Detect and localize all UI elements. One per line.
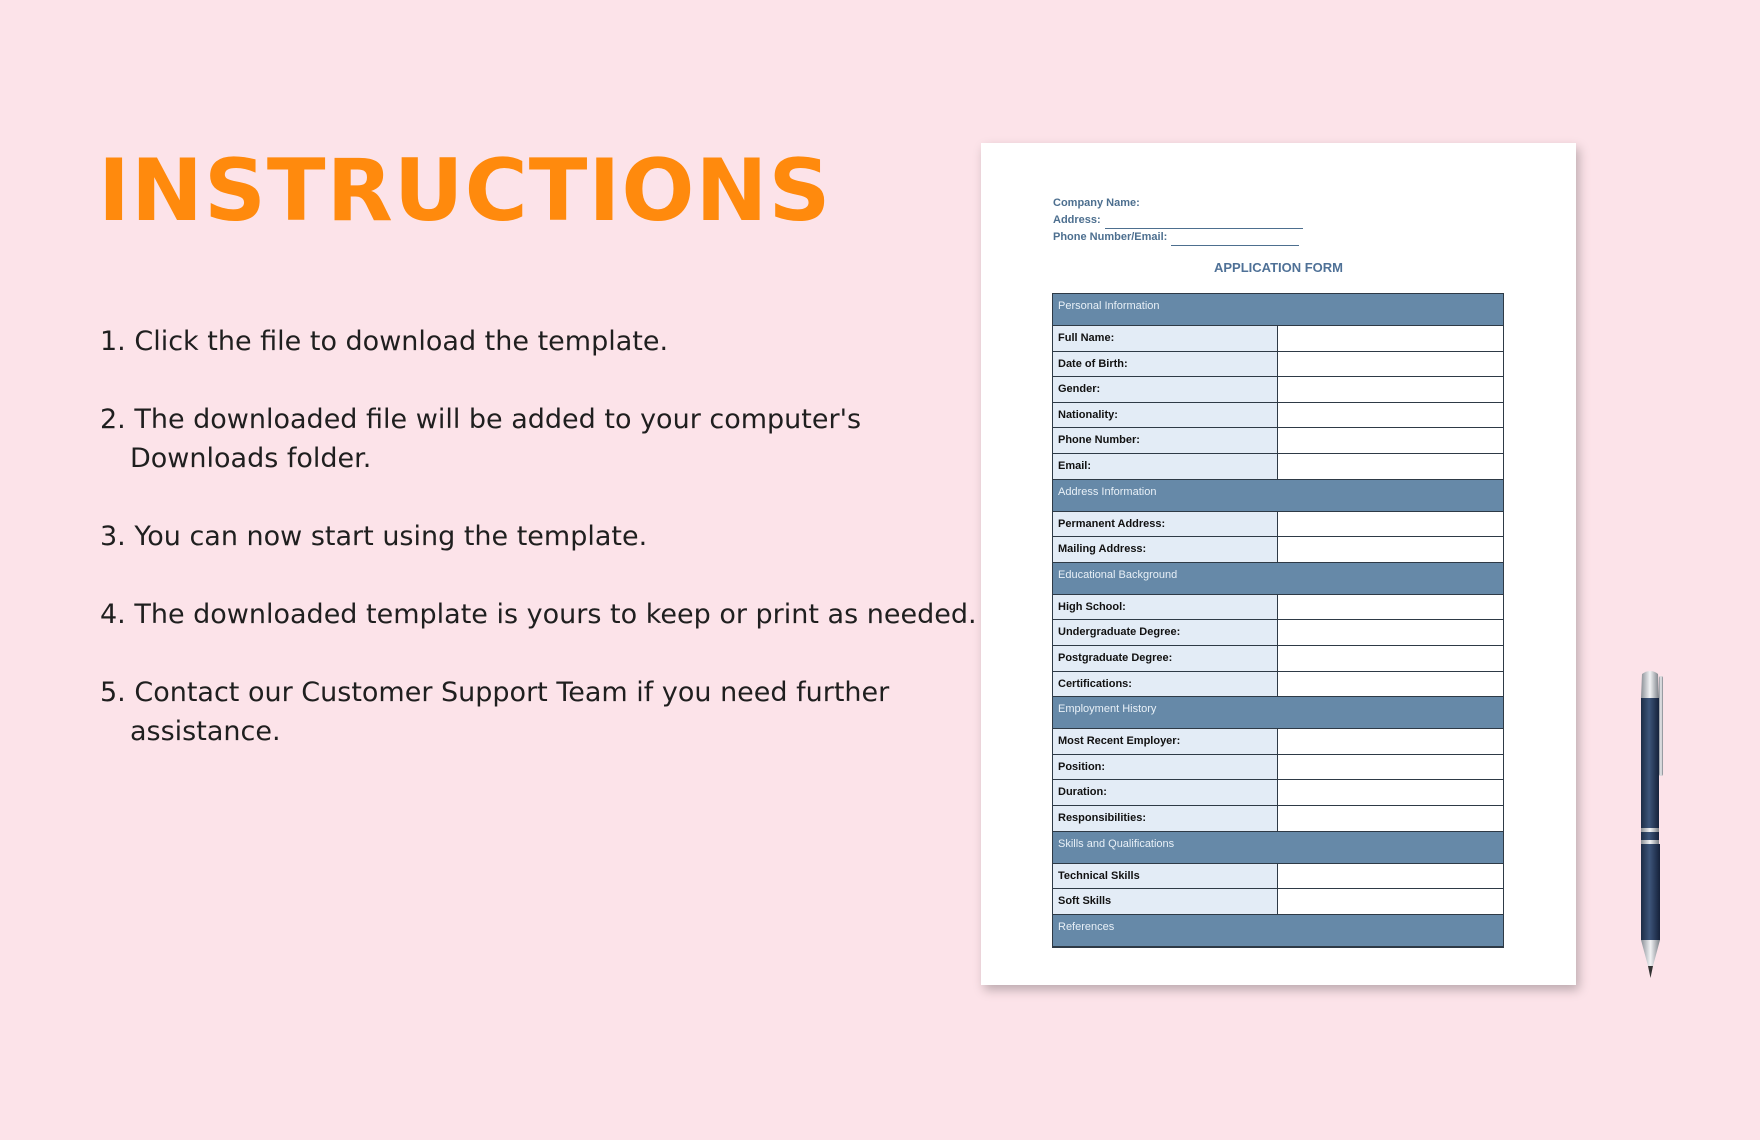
form-row — [1053, 454, 1503, 480]
form-field-value — [1278, 729, 1503, 754]
form-field-value — [1278, 755, 1503, 780]
company-name-label: Company Name: — [1053, 197, 1140, 209]
form-row — [1053, 512, 1503, 538]
form-field-value — [1278, 806, 1503, 831]
form-title: APPLICATION FORM — [1213, 260, 1344, 275]
instructions-list — [100, 322, 980, 790]
instruction-step: 3. You can now start using the template. — [100, 521, 648, 552]
form-row — [1053, 646, 1503, 672]
pen-image — [1630, 668, 1680, 988]
form-row — [1053, 889, 1503, 915]
form-row — [1053, 806, 1503, 832]
form-field-label: Gender: — [1053, 377, 1278, 402]
form-field-value — [1278, 646, 1503, 671]
form-section-header: Educational Background — [1053, 563, 1503, 595]
form-row — [1053, 352, 1503, 378]
form-field-label: Duration: — [1053, 780, 1278, 805]
phone-email-line — [1171, 235, 1299, 246]
form-row — [1053, 672, 1503, 698]
form-field-value — [1278, 428, 1503, 453]
form-row — [1053, 377, 1503, 403]
form-section-header: Personal Information — [1053, 294, 1503, 326]
form-field-label: Phone Number: — [1053, 428, 1278, 453]
form-field-label: Most Recent Employer: — [1053, 729, 1278, 754]
form-field-value — [1278, 377, 1503, 402]
instruction-step: 2. The downloaded file will be added to your computer's Downloads folder. — [100, 404, 862, 474]
form-field-value — [1278, 780, 1503, 805]
form-section-header: Employment History — [1053, 697, 1503, 729]
form-field-value — [1278, 512, 1503, 537]
form-field-label: High School: — [1053, 595, 1278, 620]
form-field-label: Permanent Address: — [1053, 512, 1278, 537]
form-field-label: Soft Skills — [1053, 889, 1278, 914]
form-row — [1053, 780, 1503, 806]
form-section-header: Skills and Qualifications — [1053, 832, 1503, 864]
form-row — [1053, 326, 1503, 352]
form-field-value — [1278, 595, 1503, 620]
form-field-value — [1278, 326, 1503, 351]
instruction-step: 1. Click the file to download the template. — [100, 326, 669, 357]
instruction-step: 5. Contact our Customer Support Team if you need further assistance. — [100, 677, 890, 747]
form-field-label: Date of Birth: — [1053, 352, 1278, 377]
form-field-label: Postgraduate Degree: — [1053, 646, 1278, 671]
form-section-header: Address Information — [1053, 480, 1503, 512]
form-field-value — [1278, 672, 1503, 697]
form-field-label: Mailing Address: — [1053, 537, 1278, 562]
page-title: INSTRUCTIONS — [98, 141, 832, 241]
company-header — [1053, 195, 1303, 246]
address-label: Address: — [1053, 214, 1101, 226]
form-row — [1053, 537, 1503, 563]
phone-email-label: Phone Number/Email: — [1053, 231, 1168, 243]
form-field-label: Technical Skills — [1053, 864, 1278, 889]
form-row — [1053, 595, 1503, 621]
form-row — [1053, 864, 1503, 890]
form-field-value — [1278, 864, 1503, 889]
form-field-value — [1278, 403, 1503, 428]
form-row — [1053, 729, 1503, 755]
template-preview[interactable] — [981, 143, 1576, 985]
address-line — [1105, 218, 1303, 229]
application-form-table — [1052, 293, 1504, 948]
form-field-label: Responsibilities: — [1053, 806, 1278, 831]
form-field-value — [1278, 352, 1503, 377]
form-field-label: Full Name: — [1053, 326, 1278, 351]
form-field-label: Email: — [1053, 454, 1278, 479]
form-row — [1053, 403, 1503, 429]
instruction-step: 4. The downloaded template is yours to keep or print as needed. — [100, 599, 977, 630]
form-row — [1053, 428, 1503, 454]
form-field-value — [1278, 889, 1503, 914]
form-row — [1053, 620, 1503, 646]
form-row — [1053, 755, 1503, 781]
form-section-header: References — [1053, 915, 1503, 947]
form-field-label: Undergraduate Degree: — [1053, 620, 1278, 645]
form-field-label: Nationality: — [1053, 403, 1278, 428]
form-field-value — [1278, 620, 1503, 645]
form-field-label: Certifications: — [1053, 672, 1278, 697]
form-field-label: Position: — [1053, 755, 1278, 780]
form-field-value — [1278, 454, 1503, 479]
form-field-value — [1278, 537, 1503, 562]
